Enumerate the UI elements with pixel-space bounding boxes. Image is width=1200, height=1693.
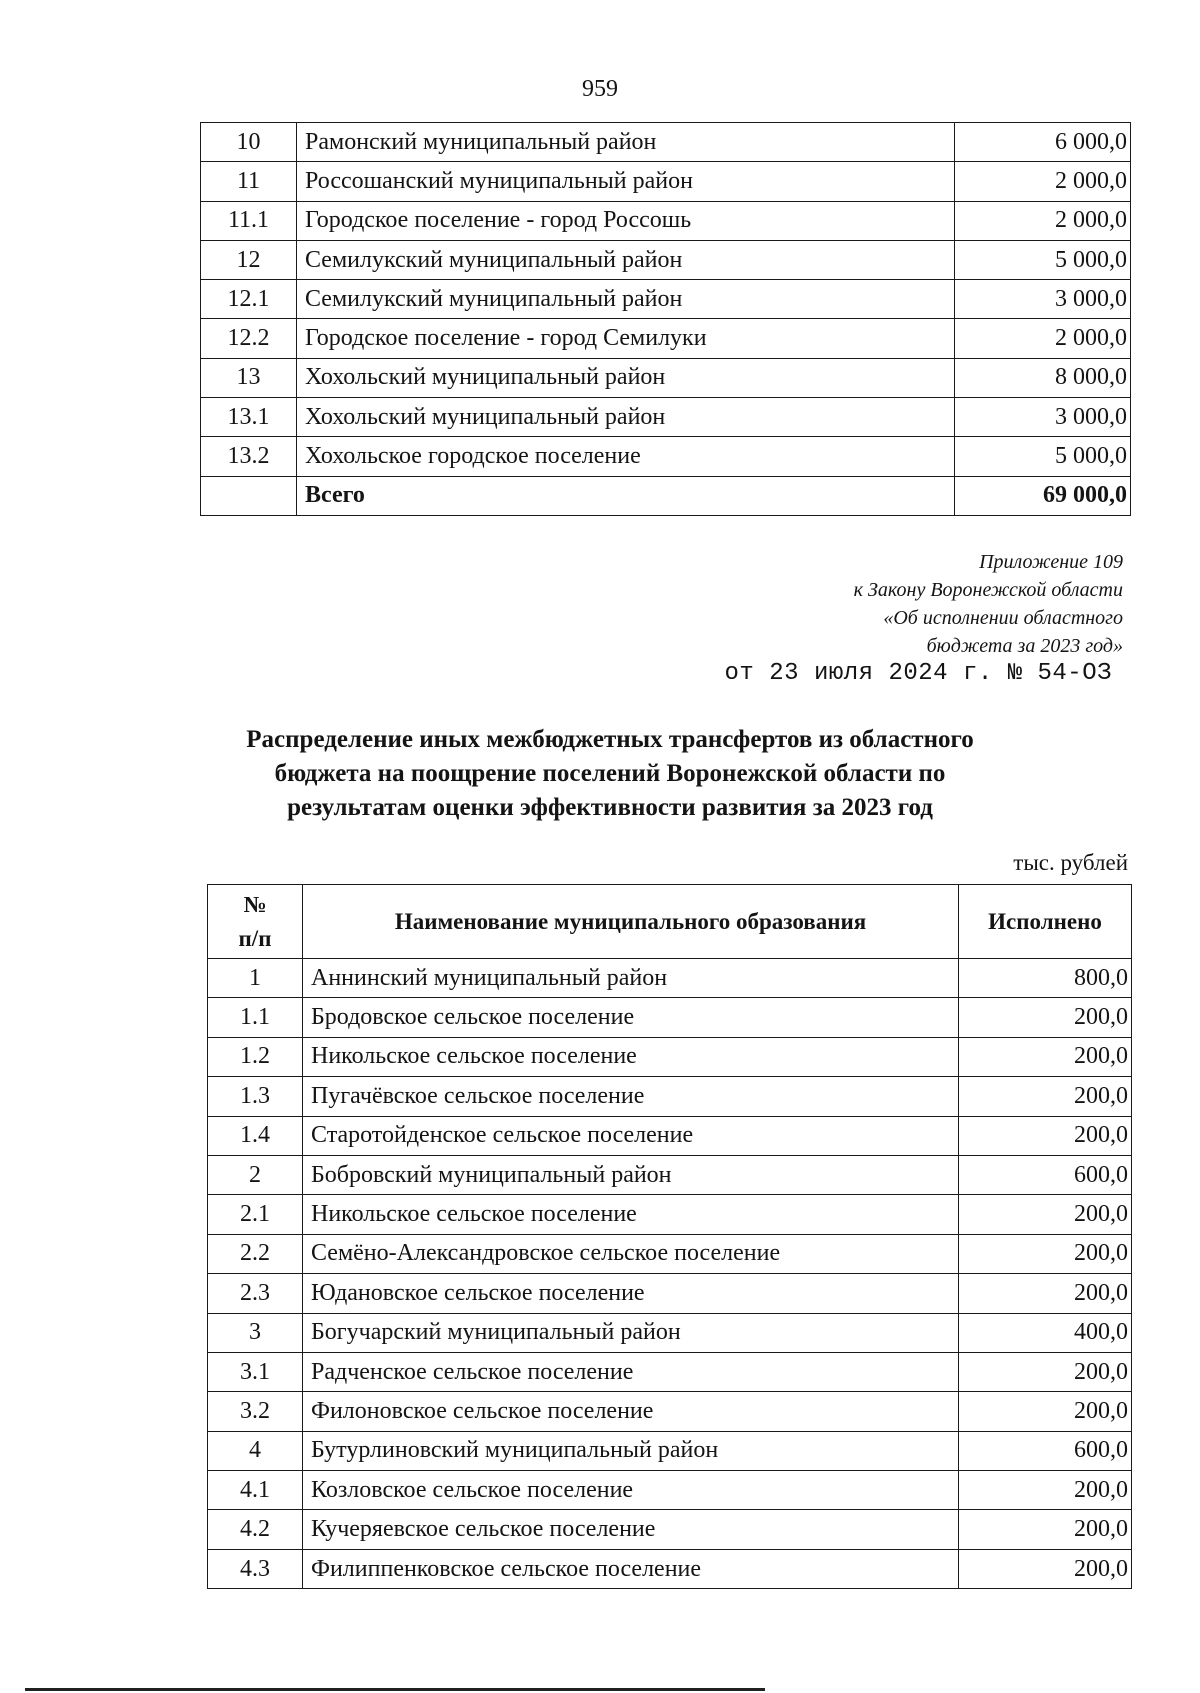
document-title <box>170 723 1050 825</box>
table-row <box>201 437 1131 476</box>
municipality-name: Юдановское сельское поселение <box>303 1274 959 1313</box>
municipality-name: Бобровский муниципальный район <box>303 1155 959 1194</box>
amount: 800,0 <box>959 959 1132 998</box>
header-executed: Исполнено <box>959 885 1132 959</box>
table-row <box>208 1155 1132 1194</box>
amount: 200,0 <box>959 1471 1132 1510</box>
row-number: 1.4 <box>208 1116 303 1155</box>
amount: 2 000,0 <box>955 201 1131 240</box>
row-number: 12 <box>201 240 297 279</box>
table-row <box>201 358 1131 397</box>
total-label: Всего <box>297 476 955 515</box>
municipality-name: Бутурлиновский муниципальный район <box>303 1431 959 1470</box>
total-amount: 69 000,0 <box>955 476 1131 515</box>
header-number-symbol: № <box>243 891 267 917</box>
municipality-name: Хохольский муниципальный район <box>297 398 955 437</box>
amount: 200,0 <box>959 1510 1132 1549</box>
table-row <box>208 1037 1132 1076</box>
amount: 200,0 <box>959 1037 1132 1076</box>
title-line-3: результатам оценки эффективности развития за 2023 год <box>287 794 933 821</box>
table-row <box>208 1116 1132 1155</box>
table-row <box>208 1313 1132 1352</box>
row-number: 4.1 <box>208 1471 303 1510</box>
table-row <box>208 959 1132 998</box>
table-row <box>208 1392 1132 1431</box>
total-row-number <box>201 476 297 515</box>
municipality-name: Городское поселение - город Семилуки <box>297 319 955 358</box>
table-row <box>208 1352 1132 1391</box>
municipality-name: Городское поселение - город Россошь <box>297 201 955 240</box>
table-row <box>208 1431 1132 1470</box>
header-number <box>208 885 303 959</box>
municipality-name: Никольское сельское поселение <box>303 1195 959 1234</box>
row-number: 1.1 <box>208 998 303 1037</box>
total-row <box>201 476 1131 515</box>
amount: 8 000,0 <box>955 358 1131 397</box>
law-date-stamp: от 23 июля 2024 г. № 54-ОЗ <box>724 660 1112 687</box>
amount: 200,0 <box>959 1352 1132 1391</box>
table-row <box>208 998 1132 1037</box>
table-header <box>208 885 1132 959</box>
row-number: 1 <box>208 959 303 998</box>
municipality-name: Семёно-Александровское сельское поселение <box>303 1234 959 1273</box>
row-number: 3.2 <box>208 1392 303 1431</box>
table-row <box>208 1234 1132 1273</box>
municipality-name: Хохольское городское поселение <box>297 437 955 476</box>
row-number: 2 <box>208 1155 303 1194</box>
row-number: 11.1 <box>201 201 297 240</box>
appendix-law-title-line2: бюджета за 2023 год» <box>926 635 1123 657</box>
municipality-name: Богучарский муниципальный район <box>303 1313 959 1352</box>
appendix-reference <box>854 548 1123 660</box>
municipality-name: Старотойденское сельское поселение <box>303 1116 959 1155</box>
row-number: 13 <box>201 358 297 397</box>
title-line-1: Распределение иных межбюджетных трансфертов из областного <box>246 726 974 753</box>
municipality-name: Хохольский муниципальный район <box>297 358 955 397</box>
amount: 200,0 <box>959 1234 1132 1273</box>
table-row <box>208 1510 1132 1549</box>
table-row <box>201 280 1131 319</box>
header-number-abbrev: п/п <box>238 925 272 951</box>
amount: 5 000,0 <box>955 437 1131 476</box>
appendix-law-title-line1: «Об исполнении областного <box>883 607 1123 629</box>
table-row <box>208 1549 1132 1588</box>
row-number: 2.1 <box>208 1195 303 1234</box>
title-line-2: бюджета на поощрение поселений Воронежской области по <box>274 760 946 787</box>
amount: 200,0 <box>959 998 1132 1037</box>
table-body <box>208 959 1132 1589</box>
municipality-name: Пугачёвское сельское поселение <box>303 1077 959 1116</box>
table-row <box>201 123 1131 162</box>
appendix-number: Приложение 109 <box>979 551 1123 573</box>
row-number: 4.3 <box>208 1549 303 1588</box>
amount: 2 000,0 <box>955 319 1131 358</box>
row-number: 3.1 <box>208 1352 303 1391</box>
table-row <box>201 240 1131 279</box>
amount: 600,0 <box>959 1431 1132 1470</box>
incentive-transfers-table <box>207 884 1132 1589</box>
municipality-name: Никольское сельское поселение <box>303 1037 959 1076</box>
municipality-name: Филоновское сельское поселение <box>303 1392 959 1431</box>
amount: 600,0 <box>959 1155 1132 1194</box>
amount: 400,0 <box>959 1313 1132 1352</box>
row-number: 10 <box>201 123 297 162</box>
amount: 200,0 <box>959 1392 1132 1431</box>
municipality-name: Семилукский муниципальный район <box>297 280 955 319</box>
row-number: 1.2 <box>208 1037 303 1076</box>
continued-table-body <box>201 123 1131 516</box>
amount: 200,0 <box>959 1274 1132 1313</box>
municipality-name: Семилукский муниципальный район <box>297 240 955 279</box>
amount: 3 000,0 <box>955 398 1131 437</box>
municipality-name: Рамонский муниципальный район <box>297 123 955 162</box>
municipality-name: Филиппенковское сельское поселение <box>303 1549 959 1588</box>
appendix-law-reference: к Закону Воронежской области <box>853 579 1123 601</box>
amount: 200,0 <box>959 1116 1132 1155</box>
footer-divider <box>25 1688 765 1691</box>
continued-distribution-table <box>200 122 1131 516</box>
municipality-name: Радченское сельское поселение <box>303 1352 959 1391</box>
municipality-name: Аннинский муниципальный район <box>303 959 959 998</box>
row-number: 2.3 <box>208 1274 303 1313</box>
table-row <box>201 162 1131 201</box>
amount: 2 000,0 <box>955 162 1131 201</box>
table-row <box>201 398 1131 437</box>
row-number: 1.3 <box>208 1077 303 1116</box>
row-number: 11 <box>201 162 297 201</box>
amount: 200,0 <box>959 1549 1132 1588</box>
row-number: 13.1 <box>201 398 297 437</box>
amount: 6 000,0 <box>955 123 1131 162</box>
municipality-name: Бродовское сельское поселение <box>303 998 959 1037</box>
row-number: 12.2 <box>201 319 297 358</box>
header-row <box>208 885 1132 959</box>
row-number: 3 <box>208 1313 303 1352</box>
table-row <box>208 1077 1132 1116</box>
amount: 200,0 <box>959 1195 1132 1234</box>
table-row <box>208 1274 1132 1313</box>
row-number: 13.2 <box>201 437 297 476</box>
row-number: 12.1 <box>201 280 297 319</box>
municipality-name: Россошанский муниципальный район <box>297 162 955 201</box>
amount: 200,0 <box>959 1077 1132 1116</box>
row-number: 4.2 <box>208 1510 303 1549</box>
amount: 3 000,0 <box>955 280 1131 319</box>
table-row <box>208 1195 1132 1234</box>
page-number: 959 <box>582 76 618 102</box>
row-number: 2.2 <box>208 1234 303 1273</box>
table-row <box>201 319 1131 358</box>
municipality-name: Кучеряевское сельское поселение <box>303 1510 959 1549</box>
table-row <box>208 1471 1132 1510</box>
table-row <box>201 201 1131 240</box>
unit-label: тыс. рублей <box>1013 850 1128 875</box>
header-municipality-name: Наименование муниципального образования <box>303 885 959 959</box>
amount: 5 000,0 <box>955 240 1131 279</box>
municipality-name: Козловское сельское поселение <box>303 1471 959 1510</box>
row-number: 4 <box>208 1431 303 1470</box>
